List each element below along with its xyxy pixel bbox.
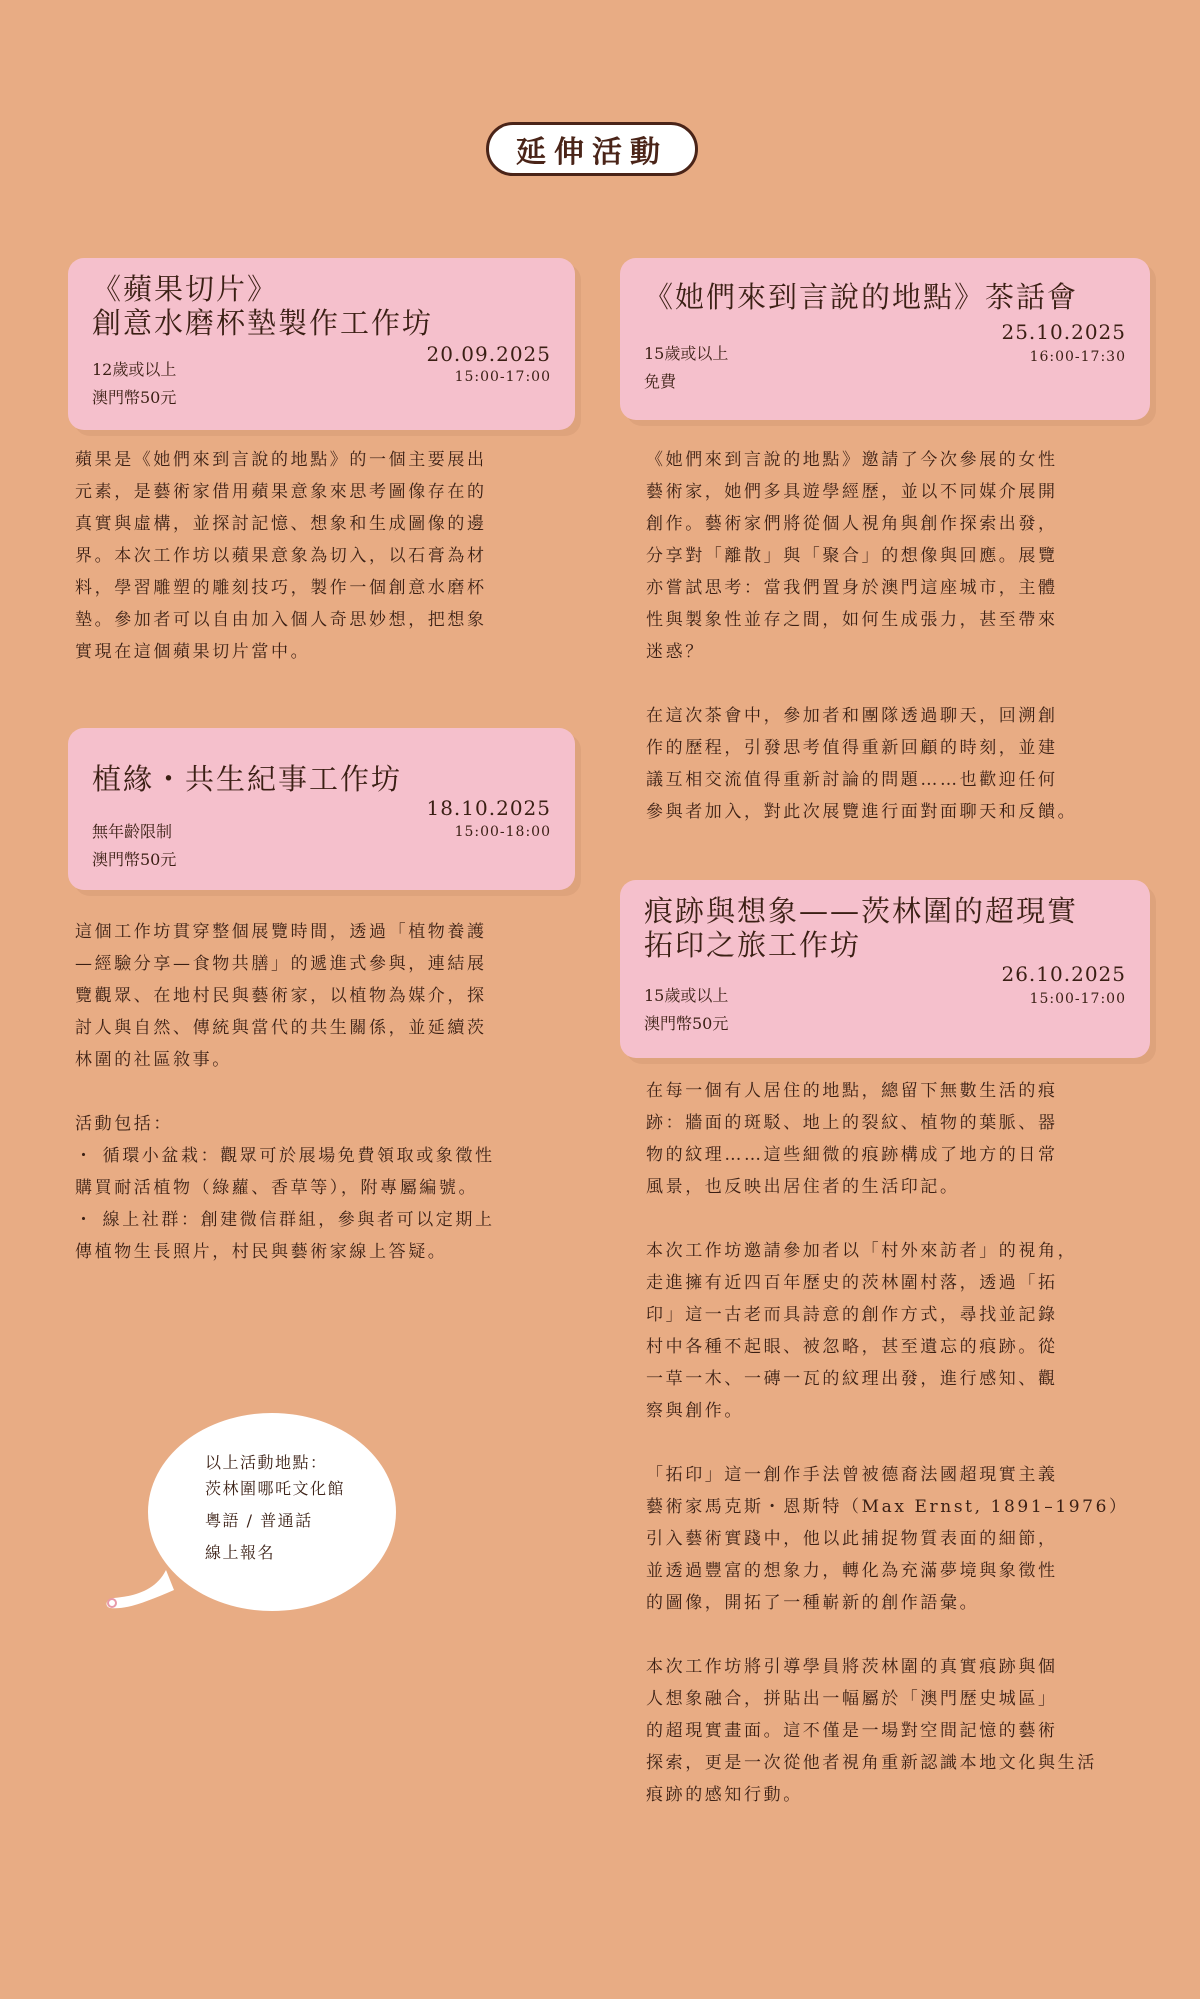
- event-card-rubbing-workshop: [620, 880, 1150, 1058]
- event-card-plant-workshop: [68, 728, 575, 890]
- venue-name: 茨林圍哪吒文化館: [205, 1479, 346, 1498]
- event-time: 16:00-17:30: [1029, 349, 1126, 365]
- section-title: 延伸活動: [486, 122, 698, 176]
- event-description: 《她們來到言說的地點》邀請了今次參展的女性 藝術家，她們多具遊學經歷，並以不同媒介展開 創作。藝術家們將從個人視角與創作探索出發， 分享對「離散」與「聚合」的想像與回應。展覽 亦嘗試思考：當我們置身於澳門這座城市，主體 性與製象性並存之間，如何生成張力，甚至帶來 迷惑？ 在這次茶會中，參加者和團隊透過聊天，回溯創 作的歷程，引發思考值得重新回顧的時刻，並建 議互相交流值得重新討論的問題……也歡迎任何 參與者加入，對此次展覽進行面對面聊天和反饋。: [646, 450, 1078, 822]
- event-fee: 澳門幣50元: [92, 388, 177, 407]
- event-age: 12歲或以上: [92, 360, 177, 379]
- event-title: 《她們來到言說的地點》茶話會: [644, 280, 1079, 314]
- event-fee: 免費: [644, 372, 677, 391]
- location-label: 以上活動地點：: [205, 1453, 328, 1472]
- event-date: 25.10.2025: [1001, 320, 1126, 344]
- event-date: 20.09.2025: [426, 342, 551, 366]
- event-age: 15歲或以上: [644, 986, 729, 1005]
- event-time: 15:00-17:00: [1029, 991, 1126, 1007]
- event-meta: [92, 818, 176, 874]
- language-info: 粵語 / 普通話: [205, 1511, 313, 1530]
- event-description: 這個工作坊貫穿整個展覽時間，透過「植物養護 —經驗分享—食物共膳」的遞進式參與，連結展 覽觀眾、在地村民與藝術家，以植物為媒介，探 討人與自然、傳統與當代的共生關係，並延續茨 林圍的社區敘事。 活動包括： ・ 循環小盆栽：觀眾可於展場免費領取或象徵性 購買耐活植物（綠蘿、香草等），附專屬編號。 ・ 線上社群：創建微信群組，參與者可以定期上 傳植物生長照片，村民與藝術家線上答疑。: [75, 922, 495, 1262]
- registration-info: 線上報名: [205, 1543, 276, 1562]
- event-time: 15:00-17:00: [454, 369, 551, 385]
- event-card-apple-slice: [68, 258, 575, 430]
- event-description: 蘋果是《她們來到言說的地點》的一個主要展出 元素，是藝術家借用蘋果意象來思考圖像存在的 真實與虛構，並探討記憶、想象和生成圖像的邊 界。本次工作坊以蘋果意象為切入，以石膏為材 料，學習雕塑的雕刻技巧，製作一個創意水磨杯 墊。參加者可以自由加入個人奇思妙想，把想象 實現在這個蘋果切片當中。: [75, 450, 487, 662]
- event-time: 15:00-18:00: [454, 824, 551, 840]
- event-card-tea-party: [620, 258, 1150, 420]
- event-title: 痕跡與想象——茨林圍的超現實 拓印之旅工作坊: [644, 894, 1079, 962]
- event-meta: [644, 982, 728, 1038]
- speech-bubble-tail-icon: [96, 1560, 206, 1630]
- event-meta: [644, 340, 728, 396]
- event-meta: [92, 356, 176, 412]
- event-date: 18.10.2025: [426, 796, 551, 820]
- event-fee: 澳門幣50元: [644, 1014, 729, 1033]
- event-fee: 澳門幣50元: [92, 850, 177, 869]
- event-title: 植緣・共生紀事工作坊: [92, 762, 403, 796]
- event-date: 26.10.2025: [1001, 962, 1126, 986]
- event-description: 在每一個有人居住的地點，總留下無數生活的痕 跡：牆面的斑駁、地上的裂紋、植物的葉脈、器 物的紋理……這些細微的痕跡構成了地方的日常 風景，也反映出居住者的生活印記。 本次工作坊邀請參加者以「村外來訪者」的視角， 走進擁有近四百年歷史的茨林圍村落，透過「拓 印」這一古老而具詩意的創作方式，尋找並記錄 村中各種不起眼、被忽略，甚至遺忘的痕跡。從 一草一木、一磚一瓦的紋理出發，進行感知、觀 察與創作。 「拓印」這一創作手法曾被德裔法國超現實主義 藝術家馬克斯・恩斯特（Max Ernst, 1891–1976） 引入藝術實踐中，他以此捕捉物質表面的細節， 並透過豐富的想象力，轉化為充滿夢境與象徵性 的圖像，開拓了一種嶄新的創作語彙。 本次工作坊將引導學員將茨林圍的真實痕跡與個 人想象融合，拼貼出一幅屬於「澳門歷史城區」 的超現實畫面。這不僅是一場對空間記憶的藝術 探索，更是一次從他者視角重新認識本地文化與生活 痕跡的感知行動。: [646, 1081, 1129, 1805]
- event-age: 無年齡限制: [92, 822, 173, 841]
- event-age: 15歲或以上: [644, 344, 729, 363]
- event-title: 《蘋果切片》 創意水磨杯墊製作工作坊: [92, 272, 434, 340]
- info-bubble-text: [205, 1450, 345, 1566]
